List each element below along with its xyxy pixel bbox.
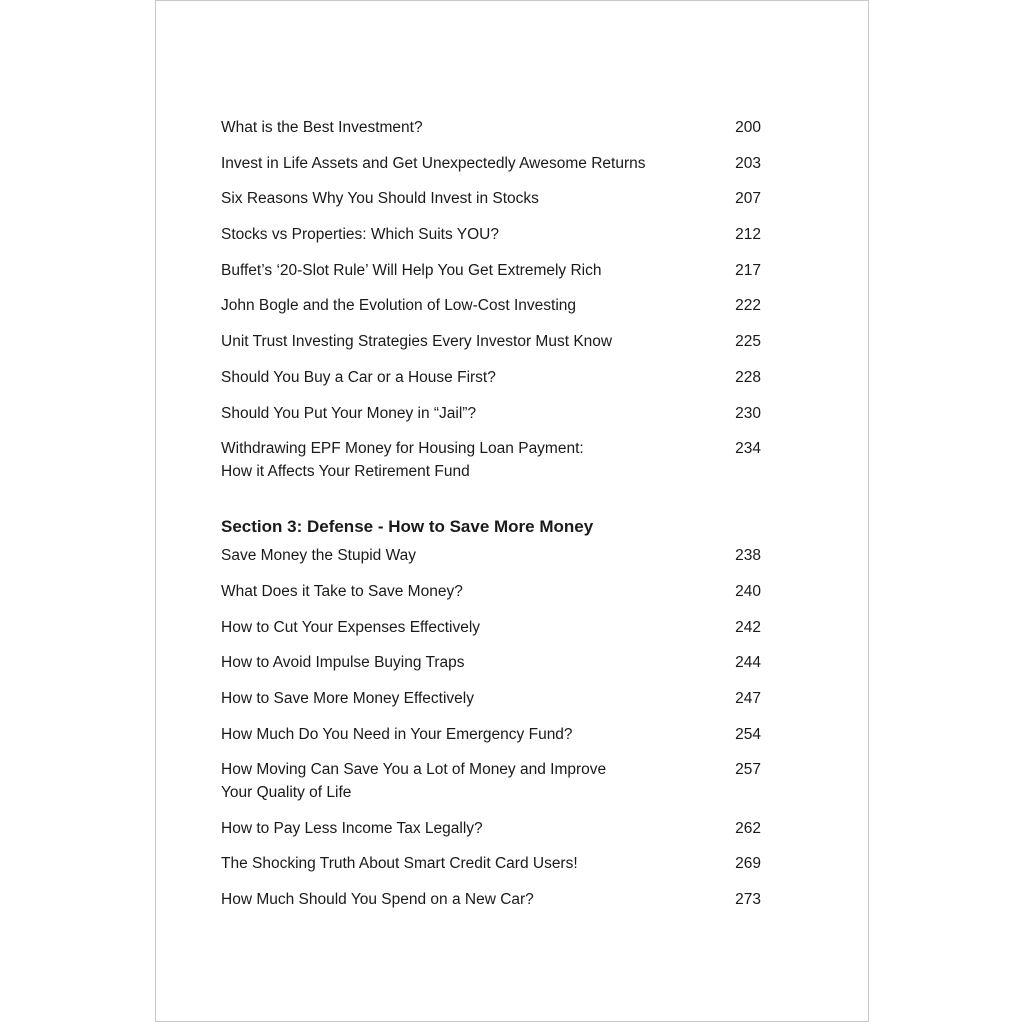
toc-entry-title: What is the Best Investment?: [221, 119, 423, 136]
toc-entry-page: 273: [735, 890, 761, 908]
toc-entry-page: 242: [735, 618, 761, 636]
toc-entry-page: 225: [735, 333, 761, 351]
toc-entry-title: How to Avoid Impulse Buying Traps: [221, 654, 465, 672]
toc-entry-page: 212: [735, 226, 761, 244]
toc-entry-page: 228: [735, 368, 761, 386]
toc-entry-page: 247: [735, 689, 761, 707]
toc-entry-title: Save Money the Stupid Way: [221, 547, 416, 565]
toc-entry-page: 203: [735, 154, 761, 172]
toc-entry-title: Should You Buy a Car or a House First?: [221, 368, 496, 386]
toc-entry-title: Unit Trust Investing Strategies Every Investor Must Know: [221, 333, 613, 351]
toc-entry-title: John Bogle and the Evolution of Low-Cost Investing: [221, 297, 577, 315]
toc-entry[interactable]: [221, 818, 761, 841]
toc-entry-page: 254: [735, 725, 761, 743]
toc-entry[interactable]: [221, 724, 761, 747]
toc-entry[interactable]: [221, 688, 761, 711]
toc-entry[interactable]: [221, 652, 761, 675]
toc-entry[interactable]: [221, 617, 761, 640]
toc-entry-title: Stocks vs Properties: Which Suits YOU?: [221, 226, 499, 244]
toc-entry-title: Invest in Life Assets and Get Unexpectedly Awesome Returns: [221, 154, 646, 172]
toc-entry[interactable]: [221, 153, 761, 176]
toc-entry[interactable]: [221, 889, 761, 912]
toc-entry[interactable]: [221, 581, 761, 604]
toc-entry-page: 230: [735, 404, 761, 422]
toc-entry[interactable]: [221, 367, 761, 390]
toc-entry[interactable]: [221, 117, 761, 140]
toc-entry[interactable]: [221, 295, 761, 318]
toc-entry-title: How to Cut Your Expenses Effectively: [221, 618, 481, 636]
toc-entry-title: Should You Put Your Money in “Jail”?: [221, 404, 477, 422]
toc-entry[interactable]: [221, 403, 761, 426]
toc-entry-title: How to Pay Less Income Tax Legally?: [221, 819, 483, 837]
toc-entry[interactable]: [221, 260, 761, 283]
toc-entry-title: The Shocking Truth About Smart Credit Card Users!: [221, 855, 578, 873]
toc-entry[interactable]: [221, 331, 761, 354]
toc-entry-page: 257: [735, 761, 761, 779]
toc-entry-page: 217: [735, 261, 761, 279]
toc-entry-page: 207: [735, 190, 761, 208]
toc-entry-title: How Much Do You Need in Your Emergency Fund?: [221, 725, 573, 743]
toc-entry[interactable]: [221, 224, 761, 247]
toc-entry-title: How to Save More Money Effectively: [221, 689, 474, 707]
section-heading: Section 3: Defense - How to Save More Money: [221, 517, 594, 537]
toc-entry[interactable]: [221, 545, 761, 568]
toc-entry[interactable]: [221, 853, 761, 876]
toc-entry-page: 200: [735, 119, 761, 136]
table-of-contents: [221, 117, 761, 925]
toc-entry-title: What Does it Take to Save Money?: [221, 582, 463, 600]
toc-entry-page: 244: [735, 654, 761, 672]
toc-entry[interactable]: [221, 759, 761, 804]
toc-entry-page: 238: [735, 547, 761, 565]
toc-entry-page: 269: [735, 855, 761, 873]
toc-entry[interactable]: [221, 188, 761, 211]
toc-entry-page: 234: [735, 440, 761, 458]
toc-entry[interactable]: [221, 438, 761, 483]
document-page: [155, 0, 869, 1022]
toc-entry-page: 222: [735, 297, 761, 315]
toc-entry-page: 240: [735, 582, 761, 600]
toc-entry-page: 262: [735, 819, 761, 837]
toc-entry-title: Buffet’s ‘20-Slot Rule’ Will Help You Get Extremely Rich: [221, 261, 602, 279]
toc-entry-title: How Moving Can Save You a Lot of Money and Improve Your Quality of Life: [221, 761, 607, 801]
toc-entry-title: Withdrawing EPF Money for Housing Loan Payment: How it Affects Your Retirement Fund: [221, 440, 584, 480]
toc-entry-title: How Much Should You Spend on a New Car?: [221, 890, 534, 908]
toc-entry-title: Six Reasons Why You Should Invest in Stocks: [221, 190, 539, 208]
